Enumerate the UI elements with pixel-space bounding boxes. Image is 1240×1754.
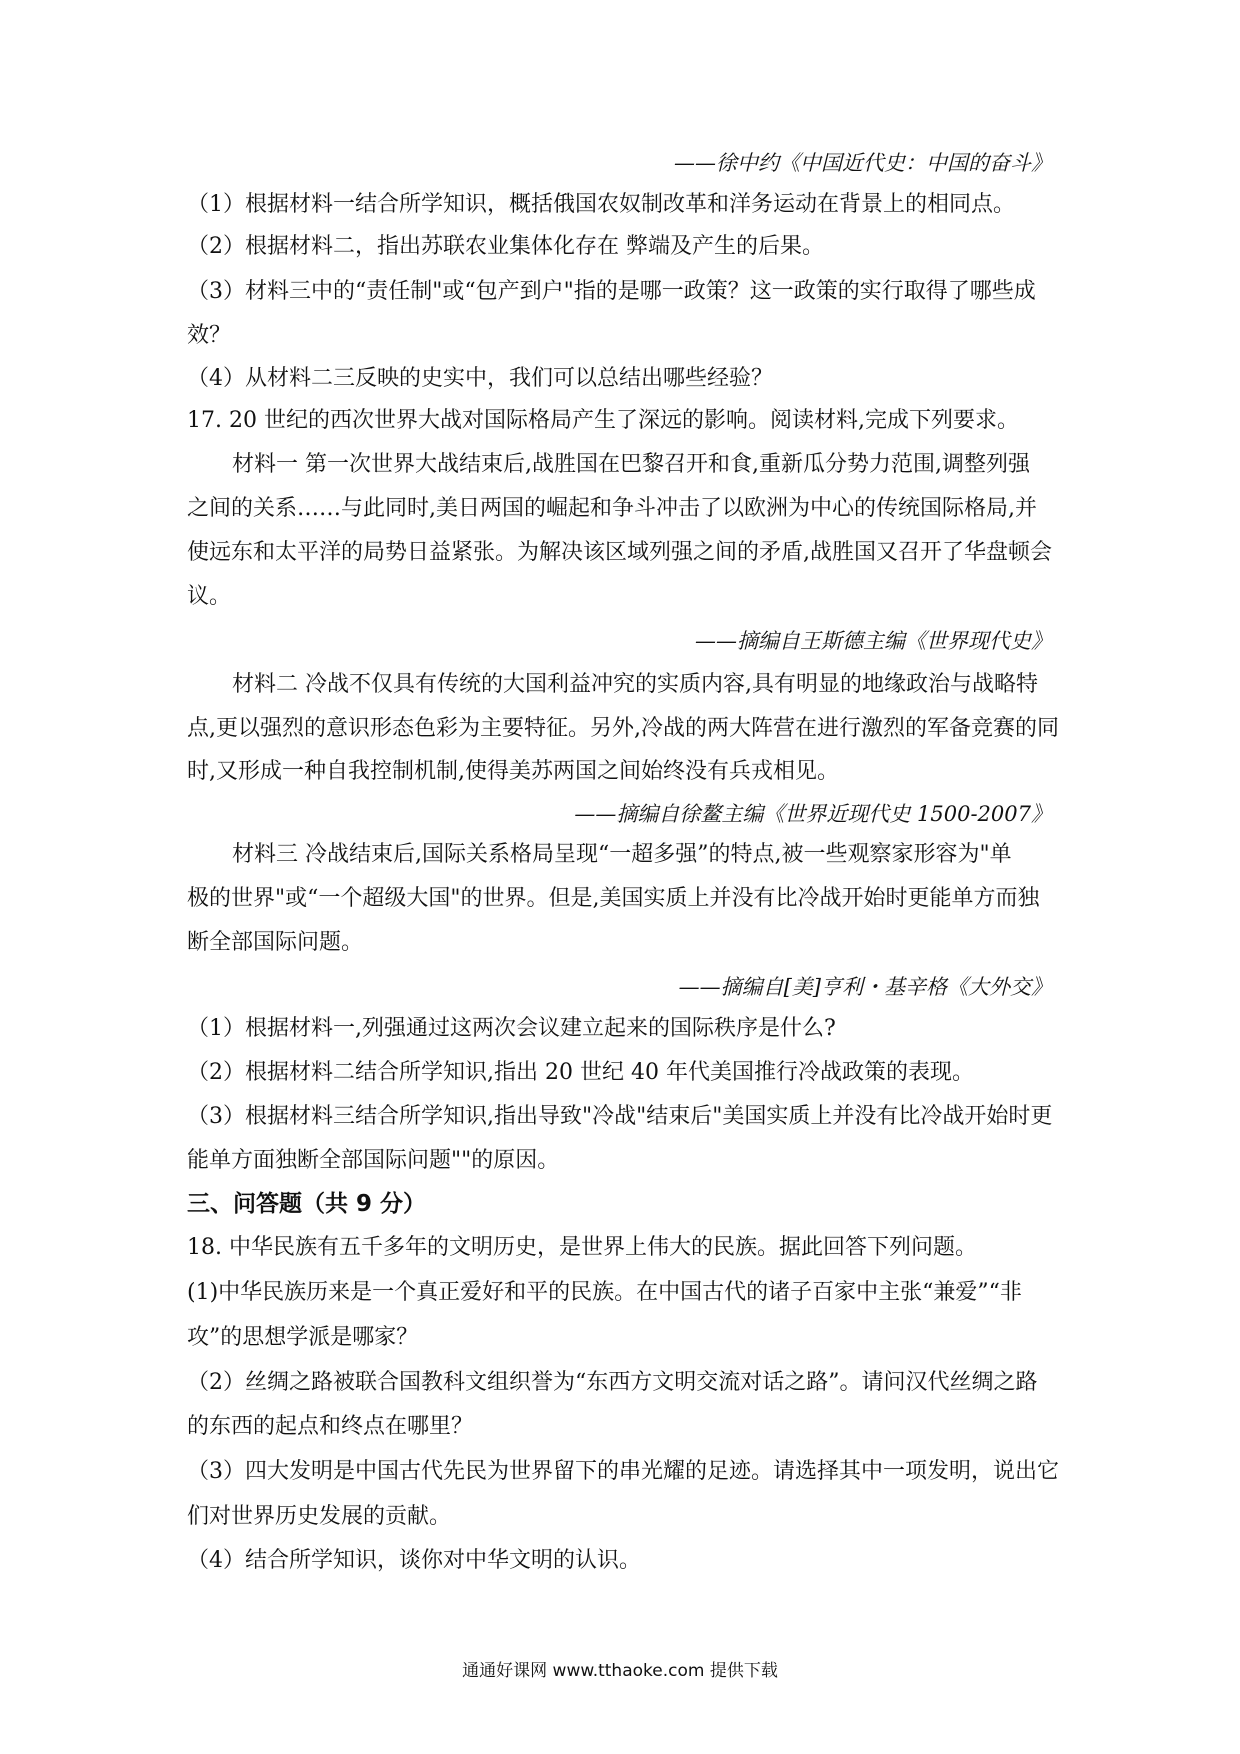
q17-material1-line1: 材料一 第一次世界大战结束后,战胜国在巴黎召开和食,重新瓜分势力范围,调整列强	[232, 452, 1030, 477]
q16-sub2: （2）根据材料二，指出苏联农业集体化存在 弊端及产生的后果。	[187, 234, 824, 259]
q17-sub2: （2）根据材料二结合所学知识,指出 20 世纪 40 年代美国推行冷战政策的表现。	[187, 1060, 974, 1085]
section-3-heading: 三、问答题（共 9 分）	[187, 1191, 427, 1217]
q18-sub4: （4）结合所学知识，谈你对中华文明的认识。	[187, 1548, 641, 1573]
q17-material3-line2: 极的世界"或“一个超级大国"的世界。但是,美国实质上并没有比冷战开始时更能单方而独	[187, 886, 1040, 911]
q17-material3-source: ——摘编自[美]亨利・基辛格《大外交》	[678, 975, 1052, 999]
q17-material1-line2: 之间的关系……与此同时,美日两国的崛起和争斗冲击了以欧洲为中心的传统国际格局,并	[187, 496, 1037, 521]
page-footer: 通通好课网 www.tthaoke.com 提供下载	[462, 1661, 778, 1681]
q17-sub3-line1: （3）根据材料三结合所学知识,指出导致"冷战"结束后"美国实质上并没有比冷战开始时更	[187, 1104, 1053, 1129]
q17-material1-line4: 议。	[187, 584, 232, 609]
q17-material2-line2: 点,更以强烈的意识形态色彩为主要特征。另外,冷战的两大阵营在进行激烈的军备竞赛的同	[187, 716, 1059, 741]
q17-material3-line3: 断全部国际问题。	[187, 930, 364, 955]
q18-sub1-line1: (1)中华民族历来是一个真正爱好和平的民族。在中国古代的诸子百家中主张“兼爱”“非	[187, 1280, 1022, 1305]
q17-material2-line1: 材料二 冷战不仅具有传统的大国利益冲究的实质内容,具有明显的地缘政治与战略特	[232, 672, 1038, 697]
q17-material3-line1: 材料三 冷战结束后,国际关系格局呈现“一超多强”的特点,被一些观察家形容为"单	[232, 842, 1012, 867]
q17-material1-line3: 使远东和太平洋的局势日益紧张。为解决该区域列强之间的矛盾,战胜国又召开了华盘顿会	[187, 540, 1052, 565]
q17-stem: 17. 20 世纪的西次世界大战对国际格局产生了深远的影响。阅读材料,完成下列要求。	[187, 408, 1019, 433]
q16-sub3-line1: （3）材料三中的“责任制"或“包产到户"指的是哪一政策？这一政策的实行取得了哪些成	[187, 279, 1036, 304]
q18-sub2-line2: 的东西的起点和终点在哪里？	[187, 1414, 474, 1439]
q16-sub1: （1）根据材料一结合所学知识，概括俄国农奴制改革和洋务运动在背景上的相同点。	[187, 192, 1015, 217]
q17-sub1: （1）根据材料一,列强通过这两次会议建立起来的国际秩序是什么?	[187, 1016, 836, 1041]
q17-sub3-line2: 能单方面独断全部国际问题""的原因。	[187, 1148, 560, 1173]
q16-sub3-line2: 效？	[187, 323, 232, 348]
q16-sub4: （4）从材料二三反映的史实中，我们可以总结出哪些经验？	[187, 366, 773, 391]
q17-material2-source: ——摘编自徐鳌主编《世界近现代史 1500-2007》	[574, 802, 1052, 826]
q17-material1-source: ——摘编自王斯德主编《世界现代史》	[695, 629, 1052, 653]
q18-sub3-line1: （3）四大发明是中国古代先民为世界留下的串光耀的足迹。请选择其中一项发明，说出它	[187, 1459, 1060, 1484]
q18-sub1-line2: 攻”的思想学派是哪家？	[187, 1325, 419, 1350]
q17-material2-line3: 时,又形成一种自我控制机制,使得美苏两国之间始终没有兵戎相见。	[187, 759, 839, 784]
q18-stem: 18. 中华民族有五千多年的文明历史，是世界上伟大的民族。据此回答下列问题。	[187, 1235, 977, 1260]
q18-sub2-line1: （2）丝绸之路被联合国教科文组织誉为“东西方文明交流对话之路”。请问汉代丝绸之路	[187, 1370, 1038, 1395]
q18-sub3-line2: 们对世界历史发展的贡献。	[187, 1504, 452, 1529]
source-citation-top: ——徐中约《中国近代史：中国的奋斗》	[674, 151, 1052, 175]
